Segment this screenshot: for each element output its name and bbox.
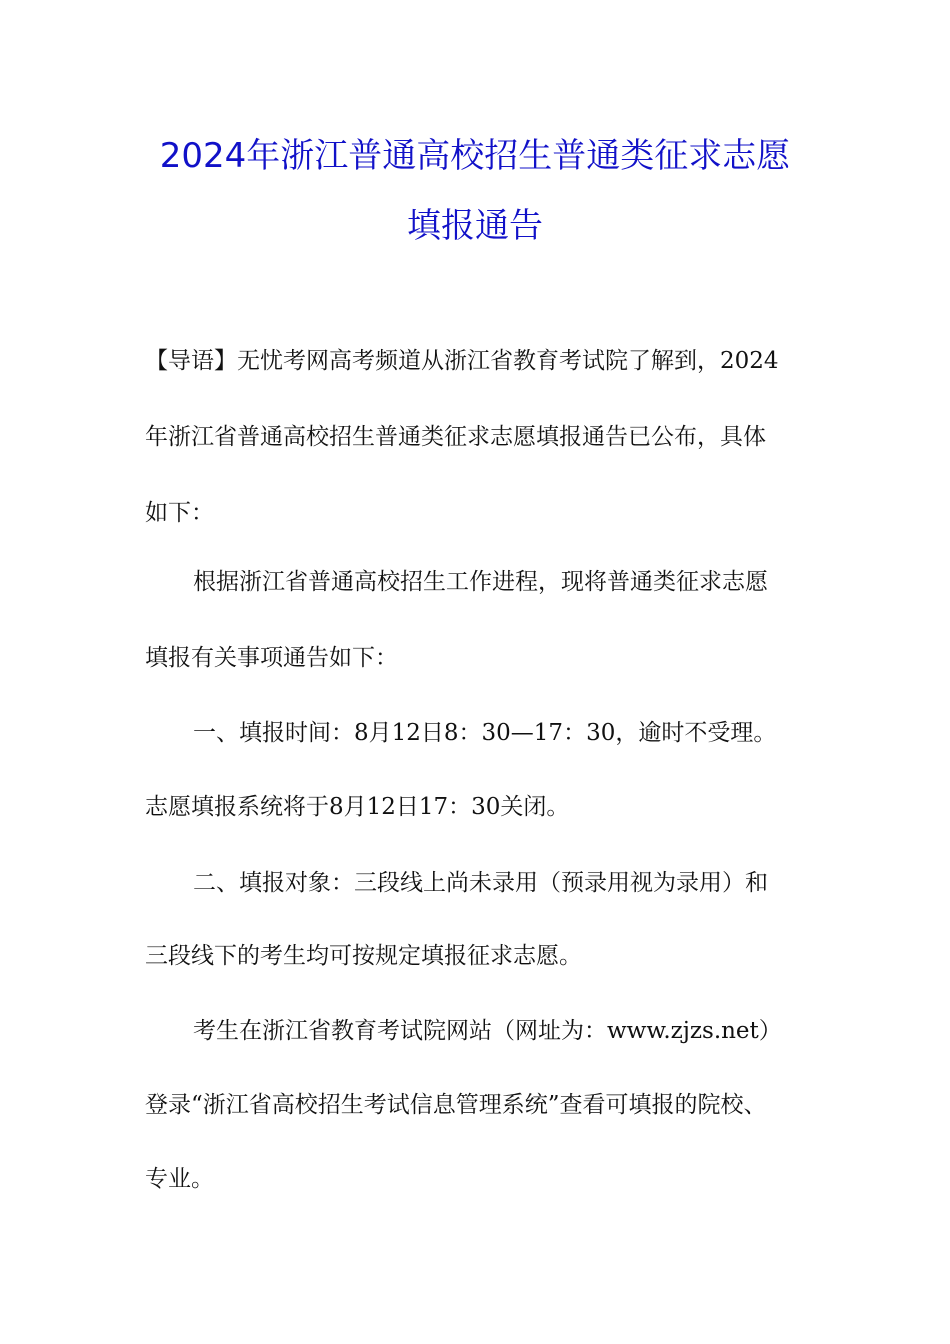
document-title-line-2: 填报通告 <box>407 206 543 246</box>
intro-line-1: 【导语】无忧考网高考频道从浙江省教育考试院了解到，2024 <box>145 348 779 374</box>
website-line-2: 登录“浙江省高校招生考试信息管理系统”查看可填报的院校、 <box>145 1092 767 1118</box>
website-line-1: 考生在浙江省教育考试院网站（网址为：www.zjzs.net） <box>193 1018 782 1044</box>
item-two-line-2: 三段线下的考生均可按规定填报征求志愿。 <box>145 943 582 969</box>
item-one-line-2: 志愿填报系统将于8月12日17：30关闭。 <box>145 794 570 820</box>
item-two-line-1: 二、填报对象：三段线上尚未录用（预录用视为录用）和 <box>193 870 768 896</box>
website-line-3: 专业。 <box>145 1166 214 1192</box>
paragraph-line: 根据浙江省普通高校招生工作进程，现将普通类征求志愿 <box>193 569 768 595</box>
intro-line-2: 年浙江省普通高校招生普通类征求志愿填报通告已公布，具体 <box>145 424 766 450</box>
document-title-line-1: 2024年浙江普通高校招生普通类征求志愿 <box>159 136 791 176</box>
intro-line-3: 如下： <box>145 500 214 526</box>
item-one-line-1: 一、填报时间：8月12日8：30—17：30，逾时不受理。 <box>193 720 777 746</box>
paragraph-line: 填报有关事项通告如下： <box>145 645 398 671</box>
